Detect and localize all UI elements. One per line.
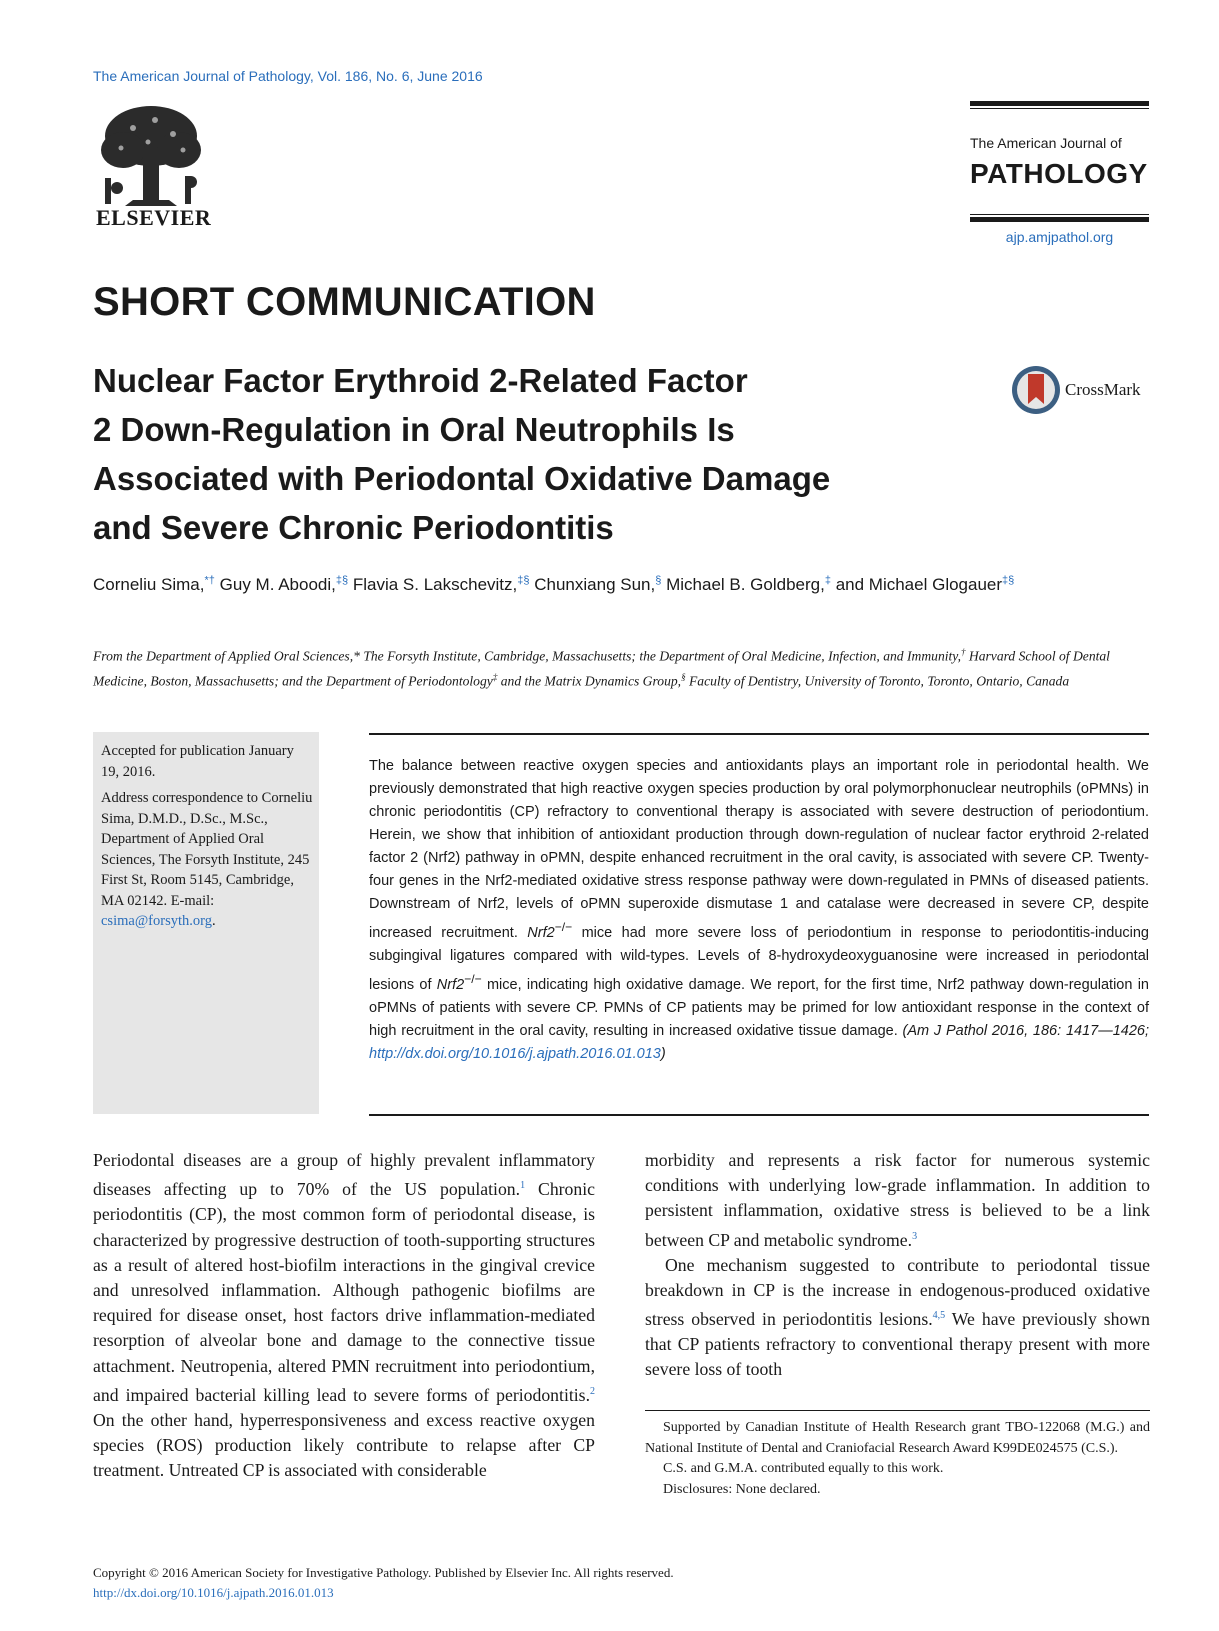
abstract: The balance between reactive oxygen species and antioxidants plays an important role in periodontal health. We previously demonstrated that high reactive oxygen species production by oral polymorphonuclear neutrophils (oPMNs) in chronic periodontitis (CP) refractory to conventional therapy is associated with severe destruction of periodontium. Herein, we show that inhibition of antioxidant production through down-regulation of nuclear factor erythroid 2-related factor 2 (Nrf2) pathway in oPMN, despite enhanced recruitment in the oral cavity, is associated with severe CP. Twenty-four genes in the Nrf2-mediated oxidative stress response pathway were down-regulated in PMNs of diseased patients. Downstream of Nrf2, levels of oPMN superoxide dismutase 1 and catalase were decreased in severe CP, despite increased recruitment. Nrf2−/− mice had more severe loss of periodontium in response to periodontitis-inducing subgingival ligatures compared with wild-types. Levels of 8-hydroxydeoxyguanosine were increased in periodontal lesions of Nrf2−/− mice, indicating high oxidative damage. We report, for the first time, Nrf2 pathway down-regulation in oPMNs of patients with severe CP. PMNs of CP patients may be primed for low antioxidant response in the context of high recruitment in the oral cavity, resulting in increased oxidative tissue damage. (Am J Pathol 2016, 186: 1417—1426; http://dx.doi.org/10.1016/j.ajpath.2016.01.013)	[369, 758, 1149, 1062]
abstract-top-rule	[369, 733, 1149, 735]
body-paragraph: morbidity and represents a risk factor for numerous systemic conditions with underlying low-grade inflammation. In addition to persistent inflammation, oxidative stress is believed to be a link between CP and metabolic syndrome.$^3$	[645, 1150, 1150, 1250]
journal-url-link[interactable]: ajp.amjpathol.org	[1005, 229, 1114, 245]
journal-logo-rule	[970, 214, 1149, 215]
accepted-date: Accepted for publication January 19, 2016.	[101, 743, 294, 780]
journal-citation: The American Journal of Pathology, Vol. 186, No. 6, June 2016	[93, 68, 483, 84]
reference-link[interactable]: 4,5	[932, 1310, 946, 1322]
author: Michael B. Goldberg,‡	[666, 574, 831, 594]
journal-logo-subtitle: The American Journal of	[970, 135, 1122, 151]
body-column-right	[645, 1148, 1150, 1383]
author: and Michael Glogauer‡§	[835, 574, 1015, 594]
crossmark-label[interactable]: CrossMark	[1065, 380, 1141, 399]
author: Guy M. Aboodi,‡§	[219, 574, 349, 594]
correspondence-address: Address correspondence to Corneliu Sima, D.M.D., D.Sc., M.Sc., Department of Applied Oral Sciences, The Forsyth Institute, 245 First St, Room 5145, Cambridge, MA 02142. E-mail: csima@forsyth.org.	[101, 790, 313, 929]
journal-logo-rule	[970, 108, 1149, 109]
journal-logo-rule	[970, 101, 1149, 106]
title-line: Nuclear Factor Erythroid 2-Related Factor	[93, 362, 748, 399]
body-paragraph: One mechanism suggested to contribute to periodontal tissue breakdown in CP is the increase in endogenous-produced oxidative stress observed in periodontitis lesions.$^{4,5}$ We have previously shown that CP patients refractory to conventional therapy present with more severe loss of tooth	[645, 1254, 1150, 1380]
abstract-doi-link[interactable]: http://dx.doi.org/10.1016/j.ajpath.2016.01.013	[369, 1045, 661, 1062]
journal-logo-rule	[970, 217, 1149, 222]
elsevier-wordmark: ELSEVIER	[96, 205, 212, 230]
funding-note: Supported by Canadian Institute of Health Research grant TBO-122068 (M.G.) and National Institute of Dental and Craniofacial Research Award K99DE024575 (C.S.).	[645, 1420, 1150, 1456]
footnotes	[645, 1418, 1150, 1500]
article-title	[93, 356, 953, 552]
footer-doi-link[interactable]: http://dx.doi.org/10.1016/j.ajpath.2016.01.013	[93, 1585, 334, 1600]
title-line: 2 Down-Regulation in Oral Neutrophils Is	[93, 411, 735, 448]
disclosures-note: Disclosures: None declared.	[663, 1481, 821, 1497]
title-line: and Severe Chronic Periodontitis	[93, 509, 614, 546]
article-info-content	[101, 741, 314, 938]
author-list	[93, 574, 1153, 595]
abstract-bottom-rule	[369, 1114, 1149, 1116]
author: Corneliu Sima,*†	[93, 574, 215, 594]
reference-link[interactable]: 3	[912, 1230, 918, 1242]
body-paragraph: Periodontal diseases are a group of highly prevalent inflammatory diseases affecting up to 70% of the US population.$^1$ Chronic periodontitis (CP), the most common form of periodontal disease, is characterized by progressive destruction of tooth-supporting structures as a result of altered host-biofilm interactions in the gingival crevice and unresolved inflammation. Although pathogenic biofilms are required for disease onset, host factors drive inflammation-mediated resorption of alveolar bone and damage to the connective tissue attachment. Neutropenia, altered PMN recruitment into periodontium, and impaired bacterial killing lead to severe forms of periodontitis.$^2$ On the other hand, hyperresponsiveness and excess reactive oxygen species (ROS) production likely contribute to relapse after CP treatment. Untreated CP is associated with considerable	[93, 1150, 596, 1481]
footnote-rule	[645, 1410, 1150, 1411]
correspondence-email-link[interactable]: csima@forsyth.org	[101, 913, 212, 929]
equal-contribution-note: C.S. and G.M.A. contributed equally to this work.	[663, 1461, 944, 1476]
reference-link[interactable]: 1	[520, 1180, 526, 1192]
article-type-heading: SHORT COMMUNICATION	[93, 280, 596, 324]
journal-logo-title: PATHOLOGY	[970, 158, 1148, 189]
affiliations: From the Department of Applied Oral Sciences,* The Forsyth Institute, Cambridge, Massachusetts; the Department of Oral Medicine, Infection, and Immunity,† Harvard School of Dental Medicine, Boston, Massachusetts; and the Department of Periodontology‡ and the Matrix Dynamics Group,§ Faculty of Dentistry, University of Toronto, Toronto, Ontario, Canada	[93, 647, 1110, 689]
body-column-left	[93, 1148, 595, 1483]
title-line: Associated with Periodontal Oxidative Damage	[93, 460, 831, 497]
author: Chunxiang Sun,§	[534, 574, 662, 594]
author: Flavia S. Lakschevitz,‡§	[352, 574, 530, 594]
reference-link[interactable]: 2	[590, 1385, 595, 1397]
copyright-notice: Copyright © 2016 American Society for Investigative Pathology. Published by Elsevier Inc. All rights reserved.	[93, 1565, 674, 1580]
